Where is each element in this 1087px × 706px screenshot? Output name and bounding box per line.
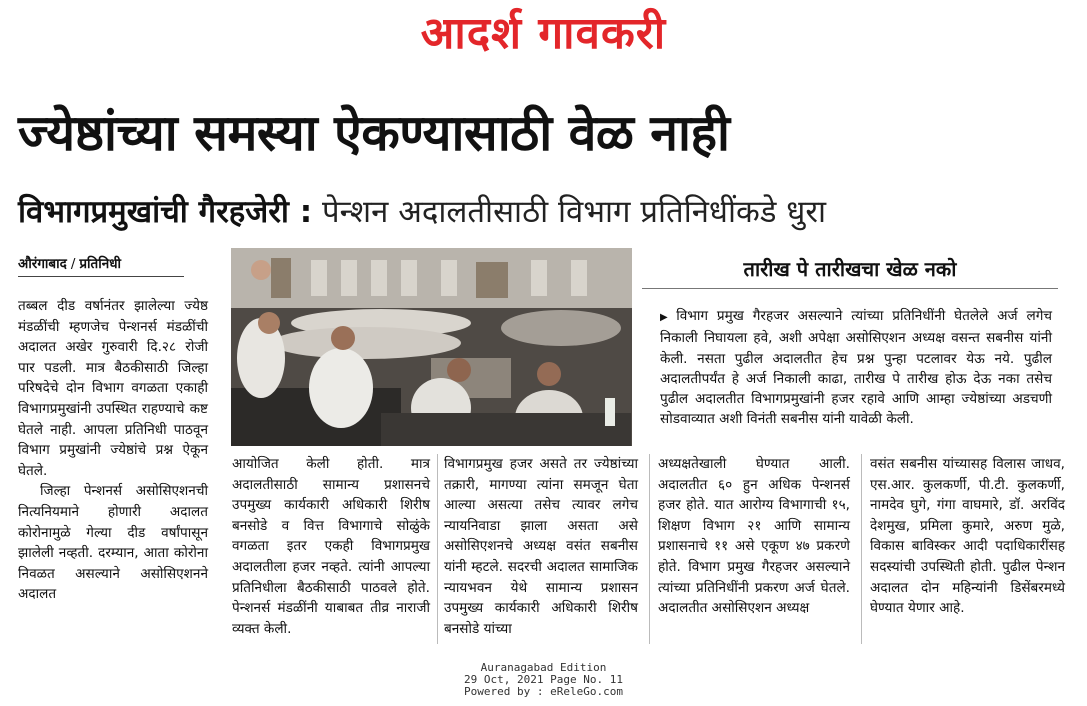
dateline-place: औरंगाबाद [18, 256, 67, 272]
subhead-light: पेन्शन अदालतीसाठी विभाग प्रतिनिधींकडे धुरा [312, 194, 827, 230]
footer-powered-by: Powered by : eReleGo.com [464, 685, 623, 698]
triangle-bullet-icon: ▶ [660, 312, 673, 323]
meeting-hall-photo [231, 248, 632, 446]
article-paragraph: आयोजित केली होती. मात्र अदालतीसाठी सामान्य प्रशासनचे उपमुख्य कार्यकारी अधिकारी शिरीष बनसोडे व वित्त विभागाचे सोळुंके वगळता इतर एकही विभागप्रमुख अदालतीला हजर नव्हते. त्यांनी आपल्या प्रतिनिधीला बैठकीसाठी पाठवले होते. पेन्शनर्स मंडळींनी याबाबत तीव्र नाराजी व्यक्त केली. [232, 456, 430, 637]
article-column-2 [232, 454, 430, 639]
newspaper-masthead: आदर्श गावकरी [420, 8, 667, 59]
article-column-5 [870, 454, 1065, 619]
subhead-bold: विभागप्रमुखांची गैरहजेरी : [18, 194, 313, 230]
article-column-1 [18, 296, 208, 605]
article-column-4 [658, 454, 850, 619]
dateline-byline: प्रतिनिधी [79, 256, 122, 272]
dateline [18, 254, 184, 277]
column-divider [861, 454, 862, 644]
article-paragraph: विभागप्रमुख हजर असते तर ज्येष्ठांच्या तक्रारी, मागण्या त्यांना समजून घेता आल्या असत्या तसेच त्यावर लगेच न्यायनिवाडा झाला असता असे असोसिएशनचे अध्यक्ष वसंत सबनीस यांनी म्हटले. सदरची अदालत सामाजिक न्यायभवन येथे सामान्य प्रशासन उपमुख्य कार्यकारी अधिकारी शिरीष बनसोडे यांच्या [444, 456, 638, 637]
article-paragraph: जिल्हा पेन्शनर्स असोसिएशनची नित्यनियमाने होणारी अदालत कोरोनामुळे गेल्या दीड वर्षांपासून झालेली नव्हती. दरम्यान, आता कोरोना निवळत असल्याने असोसिएशनने अदालत [18, 483, 208, 603]
article-paragraph: वसंत सबनीस यांच्यासह विलास जाधव, एस.आर. कुलकर्णी, पी.टी. कुलकर्णी, नामदेव घुगे, गंगा वाघमारे, डॉ. अरविंद देशमुख, प्रमिला कुमारे, अरुण मुळे, विकास बाविस्कर आदी पदाधिकारींसह सदस्यांची उपस्थिती होती. पुढील पेन्शन अदालत दोन महिन्यांनी डिसेंबरमध्ये घेण्यात येणार आहे. [870, 456, 1065, 617]
article-paragraph: तब्बल दीड वर्षानंतर झालेल्या ज्येष्ठ मंडळींची म्हणजेच पेन्शनर्स मंडळींची अदालत अखेर गुरुवारी दि.२८ रोजी पार पडली. मात्र बैठकीसाठी जिल्हा परिषदेचे दोन विभाग वगळता एकाही विभागप्रमुखांनी उपस्थित राहण्याचे कष्ट घेतले नाही. आपला प्रतिनिधी पाठवून विभाग प्रमुखांनी ज्येष्ठांचे प्रश्न ऐकून घेतले. [18, 298, 208, 479]
page-footer [0, 662, 1087, 698]
column-divider [437, 454, 438, 644]
footer-date-page: 29 Oct, 2021 Page No. 11 [464, 673, 623, 686]
sidebar-box-title: तारीख पे तारीखचा खेळ नको [642, 254, 1058, 289]
column-divider [649, 454, 650, 644]
footer-edition: Auranagabad Edition [480, 661, 607, 674]
subheadline [18, 190, 1078, 234]
dateline-separator: / [70, 256, 76, 272]
headline: ज्येष्ठांच्या समस्या ऐकण्यासाठी वेळ नाही [18, 104, 730, 162]
article-paragraph: अध्यक्षतेखाली घेण्यात आली. अदालतीत ६० हुन अधिक पेन्शनर्स हजर होते. यात आरोग्य विभागाची १५, शिक्षण विभाग २१ आणि सामान्य प्रशासनाचे ११ असे एकूण ४७ प्रकरणे होते. विभाग प्रमुख गैरहजर असल्याने त्यांच्या प्रतिनिधींनी प्रकरण अर्ज घेतले. अदालतीत असोसिएशन अध्यक्ष [658, 456, 850, 617]
sidebar-box-text [660, 306, 1052, 430]
article-column-3 [444, 454, 638, 639]
sidebar-box-body: विभाग प्रमुख गैरहजर असल्याने त्यांच्या प्रतिनिधींनी घेतलेले अर्ज लगेच निकाली निघायला हवे, अशी अपेक्षा असोसिएशन अध्यक्ष वसन्त सबनीस यांनी केली. नसता पुढील अदालतीत हेच प्रश्न पुन्हा पटलावर येऊ नये. पुढील अदालतीपर्यंत हे अर्ज निकाली काढा, तारीख पे तारीख होऊ देऊ नका तसेच पुढील अदालतीत विभागप्रमुखांनी हजर रहावे आणि आम्हा ज्येष्ठांच्या अडचणी सोडवाव्यात अशी विनंती सबनीस यांनी यावेळी केली. [660, 308, 1052, 428]
news-photo [231, 248, 632, 446]
